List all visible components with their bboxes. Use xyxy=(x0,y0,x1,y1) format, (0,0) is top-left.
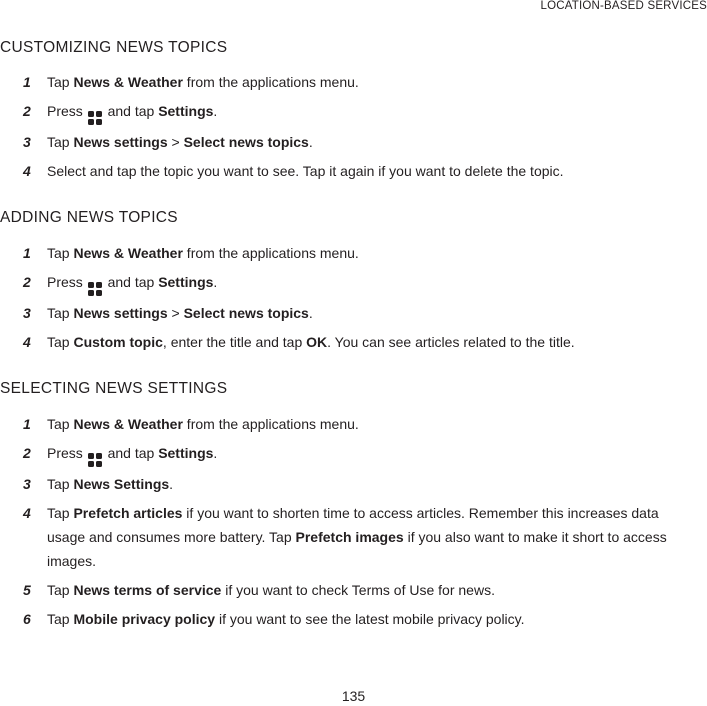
step-number: 6 xyxy=(23,611,31,627)
menu-option: Mobile privacy policy xyxy=(73,611,216,627)
step-item: 4 Tap Custom topic, enter the title and tap OK. You can see articles related to the title. xyxy=(0,330,707,354)
button-label: OK xyxy=(306,334,328,350)
section-adding-news-topics xyxy=(0,209,707,354)
step-item: 3 Tap News settings > Select news topics. xyxy=(0,301,707,325)
app-name: News & Weather xyxy=(73,416,183,432)
step-list xyxy=(0,241,707,354)
section-title: SELECTING NEWS SETTINGS xyxy=(0,380,228,397)
step-item: 1 Tap News & Weather from the applications menu. xyxy=(0,241,707,265)
menu-icon xyxy=(88,453,102,467)
menu-option: News Settings xyxy=(73,476,170,492)
menu-icon xyxy=(88,111,102,125)
step-number: 3 xyxy=(23,134,31,150)
section-selecting-news-settings xyxy=(0,380,707,631)
step-number: 4 xyxy=(23,163,31,179)
menu-option: Select news topics xyxy=(183,134,309,150)
menu-option: Settings xyxy=(158,103,214,119)
step-number: 1 xyxy=(23,416,31,432)
step-number: 1 xyxy=(23,74,31,90)
step-item: 2 Press and tap Settings. xyxy=(0,99,707,125)
menu-option: News settings xyxy=(73,305,168,321)
section-customizing-news-topics xyxy=(0,39,707,183)
step-item: 4 Select and tap the topic you want to see. Tap it again if you want to delete the topic. xyxy=(0,159,707,183)
menu-option: Prefetch articles xyxy=(73,505,183,521)
step-number: 3 xyxy=(23,476,31,492)
menu-option: Settings xyxy=(158,445,214,461)
menu-option: Select news topics xyxy=(183,305,309,321)
running-header: LOCATION-BASED SERVICES xyxy=(540,0,707,12)
app-name: News & Weather xyxy=(73,74,183,90)
app-name: News & Weather xyxy=(73,245,183,261)
step-item: 1 Tap News & Weather from the applications menu. xyxy=(0,412,707,436)
step-item: 1 Tap News & Weather from the applications menu. xyxy=(0,70,707,94)
page-number: 135 xyxy=(341,688,366,704)
step-list xyxy=(0,412,707,631)
step-item: 2 Press and tap Settings. xyxy=(0,441,707,467)
step-number: 2 xyxy=(23,445,31,461)
step-item: 6 Tap Mobile privacy policy if you want to see the latest mobile privacy policy. xyxy=(0,607,707,631)
step-item: 2 Press and tap Settings. xyxy=(0,270,707,296)
menu-option: Custom topic xyxy=(73,334,163,350)
menu-option: Settings xyxy=(158,274,214,290)
step-item: 3 Tap News settings > Select news topics. xyxy=(0,130,707,154)
menu-option: News settings xyxy=(73,134,168,150)
section-title: CUSTOMIZING NEWS TOPICS xyxy=(0,39,228,56)
step-item: 4 Tap Prefetch articles if you want to shorten time to access articles. Remember this increases data usage and consumes more battery. Tap Prefetch images if you also want to make it short to access images. xyxy=(0,501,707,573)
step-number: 1 xyxy=(23,245,31,261)
step-number: 4 xyxy=(23,505,31,521)
step-number: 4 xyxy=(23,334,31,350)
step-number: 2 xyxy=(23,103,31,119)
step-number: 2 xyxy=(23,274,31,290)
step-list xyxy=(0,70,707,183)
step-number: 5 xyxy=(23,582,31,598)
menu-icon xyxy=(88,282,102,296)
section-title: ADDING NEWS TOPICS xyxy=(0,209,178,226)
step-item: 3 Tap News Settings. xyxy=(0,472,707,496)
step-item: 5 Tap News terms of service if you want to check Terms of Use for news. xyxy=(0,578,707,602)
menu-option: News terms of service xyxy=(73,582,222,598)
menu-option: Prefetch images xyxy=(295,529,404,545)
step-number: 3 xyxy=(23,305,31,321)
